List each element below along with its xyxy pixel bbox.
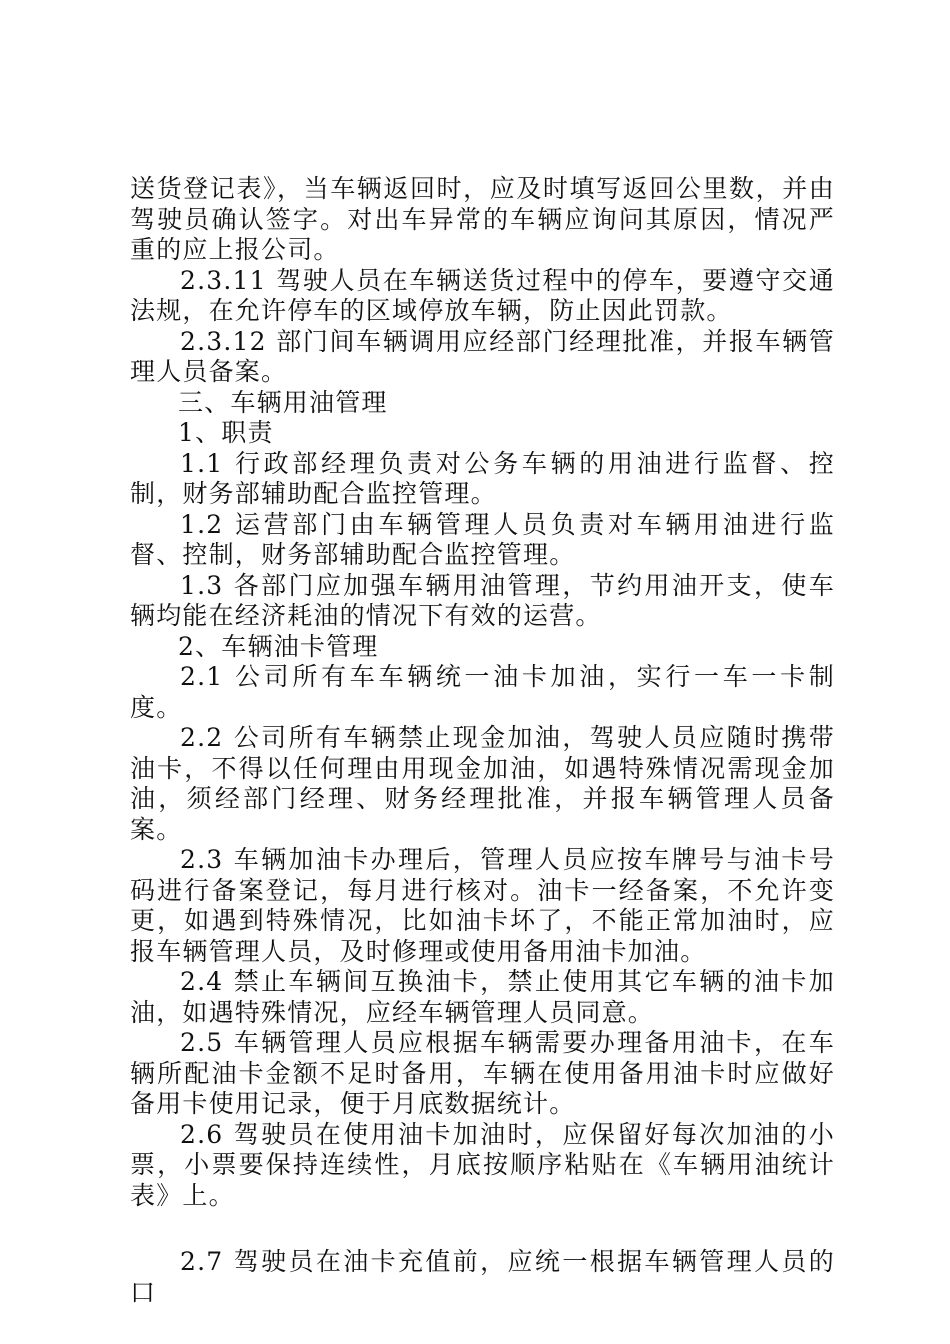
section-heading-fuel-management: 三、车辆用油管理 <box>178 387 388 417</box>
paragraph-1-1: 1.1 行政部经理负责对公务车辆的用油进行监督、控制，财务部辅助配合监控管理。 <box>130 448 835 508</box>
paragraph-2-3: 2.3 车辆加油卡办理后，管理人员应按车牌号与油卡号码进行备案登记，每月进行核对。油卡一经备案，不允许变更，如遇到特殊情况，比如油卡坏了，不能正常加油时，应报车辆管理人员，及时修理或使用备用油卡加油。 <box>130 845 835 966</box>
blank-line <box>130 1211 835 1247</box>
subheading-responsibilities: 1、职责 <box>178 418 274 447</box>
paragraph-1-3: 1.3 各部门应加强车辆用油管理，节约用油开支，使车辆均能在经济耗油的情况下有效的运营。 <box>130 570 835 630</box>
paragraph-2-2: 2.2 公司所有车辆禁止现金加油，驾驶人员应随时携带油卡，不得以任何理由用现金加油，如遇特殊情况需现金加油，须经部门经理、财务经理批准，并报车辆管理人员备案。 <box>130 723 835 844</box>
subheading-fuel-card-management: 2、车辆油卡管理 <box>178 631 379 661</box>
paragraph-2-1: 2.1 公司所有车车辆统一油卡加油，实行一车一卡制度。 <box>130 662 835 722</box>
paragraph-2-3-12: 2.3.12 部门间车辆调用应经部门经理批准，并报车辆管理人员备案。 <box>130 326 835 386</box>
paragraph-2-6: 2.6 驾驶员在使用油卡加油时，应保留好每次加油的小票，小票要保持连续性，月底按顺序粘贴在《车辆用油统计表》上。 <box>130 1119 835 1210</box>
paragraph-2-5: 2.5 车辆管理人员应根据车辆需要办理备用油卡，在车辆所配油卡金额不足时备用，车辆在使用备用油卡时应做好备用卡使用记录，便于月底数据统计。 <box>130 1028 835 1118</box>
paragraph-continuation: 送货登记表》，当车辆返回时，应及时填写返回公里数，并由驾驶员确认签字。对出车异常的车辆应询问其原因，情况严重的应上报公司。 <box>130 174 835 264</box>
document-body <box>130 174 835 1308</box>
paragraph-2-7: 2.7 驾驶员在油卡充值前，应统一根据车辆管理人员的口 <box>130 1247 835 1307</box>
paragraph-1-2: 1.2 运营部门由车辆管理人员负责对车辆用油进行监督、控制，财务部辅助配合监控管理。 <box>130 509 835 569</box>
paragraph-2-4: 2.4 禁止车辆间互换油卡，禁止使用其它车辆的油卡加油，如遇特殊情况，应经车辆管理人员同意。 <box>130 967 835 1027</box>
paragraph-2-3-11: 2.3.11 驾驶人员在车辆送货过程中的停车，要遵守交通法规，在允许停车的区域停放车辆，防止因此罚款。 <box>130 265 835 325</box>
